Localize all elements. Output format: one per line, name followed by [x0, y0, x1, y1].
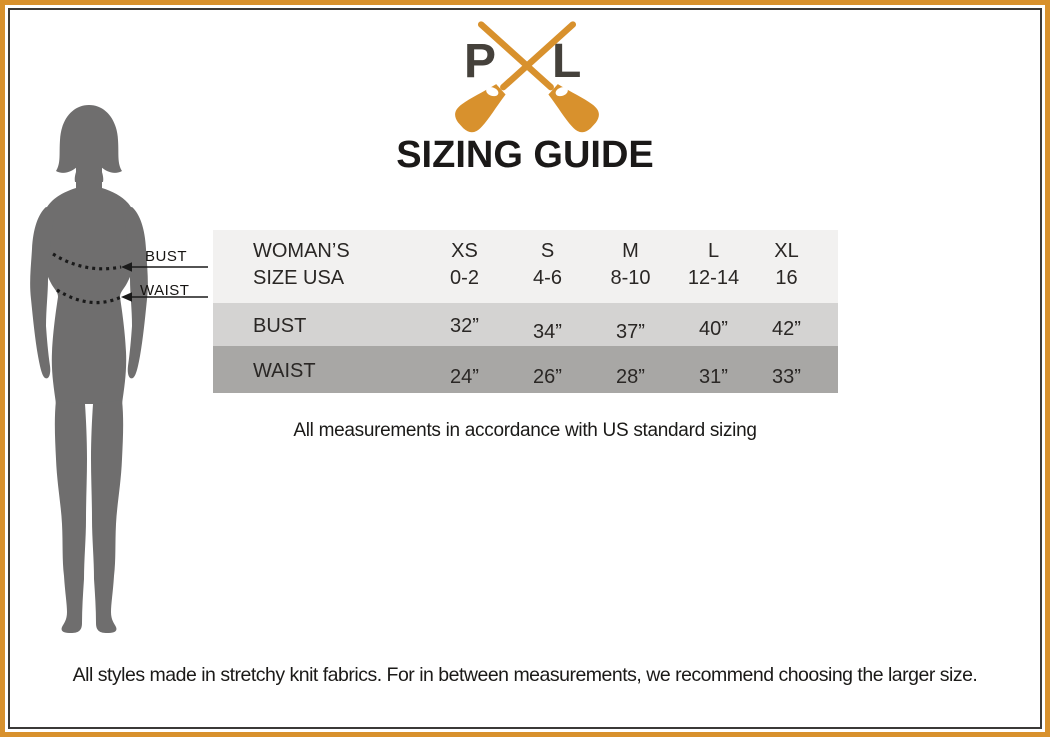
- size-column-xl: [745, 230, 828, 303]
- size-name: S: [540, 240, 555, 262]
- size-name: M: [622, 240, 639, 262]
- bust-row-label: BUST: [253, 315, 307, 337]
- table-header-label: [213, 230, 423, 303]
- page-title: SIZING GUIDE: [396, 134, 654, 176]
- fabric-recommendation-note: All styles made in stretchy knit fabrics. For in between measurements, we recommend choosing the larger size.: [72, 664, 978, 686]
- bust-row: [213, 303, 838, 346]
- bust-arrowhead-icon: [121, 262, 132, 271]
- size-column-l: [672, 230, 755, 303]
- waist-dotted-line: [57, 290, 121, 303]
- waist-row-label: WAIST: [253, 360, 316, 382]
- measurement-arrows: [25, 240, 217, 310]
- waist-value-l: 31”: [699, 366, 728, 388]
- size-name: XS: [451, 240, 478, 262]
- size-name: XL: [774, 240, 799, 262]
- logo-letter-l: L: [552, 35, 582, 88]
- size-name: L: [707, 240, 720, 262]
- bust-pointer-label: BUST: [145, 248, 188, 265]
- logo-letter-p: P: [464, 35, 497, 88]
- bust-value-l: 40”: [699, 318, 728, 340]
- size-range: 12-14: [687, 267, 740, 289]
- waist-row: [213, 346, 838, 393]
- header-label-line1: WOMAN’S: [253, 240, 350, 262]
- size-column-m: [589, 230, 672, 303]
- waist-value-s: 26”: [533, 366, 562, 388]
- waist-arrowhead-icon: [121, 292, 132, 301]
- woman-silhouette: [25, 104, 155, 634]
- standard-sizing-note: All measurements in accordance with US standard sizing: [293, 420, 757, 441]
- bust-dotted-line: [53, 254, 121, 269]
- waist-value-xl: 33”: [772, 366, 801, 388]
- size-range: 4-6: [533, 267, 562, 289]
- header-label-line2: SIZE USA: [253, 267, 345, 289]
- bust-value-xs: 32”: [450, 315, 479, 337]
- waist-value-m: 28”: [616, 366, 645, 388]
- size-range: 8-10: [610, 267, 651, 289]
- waist-pointer-label: WAIST: [140, 282, 190, 299]
- bust-value-m: 37”: [616, 321, 645, 343]
- size-column-s: [506, 230, 589, 303]
- size-table: [213, 230, 838, 393]
- bust-value-xl: 42”: [772, 318, 801, 340]
- size-range: 16: [775, 267, 798, 289]
- size-range: 0-2: [450, 267, 479, 289]
- bust-value-s: 34”: [533, 321, 562, 343]
- table-header-row: [213, 230, 838, 303]
- size-column-xs: [423, 230, 506, 303]
- waist-value-xs: 24”: [450, 366, 479, 388]
- brand-logo-icon: [448, 18, 606, 136]
